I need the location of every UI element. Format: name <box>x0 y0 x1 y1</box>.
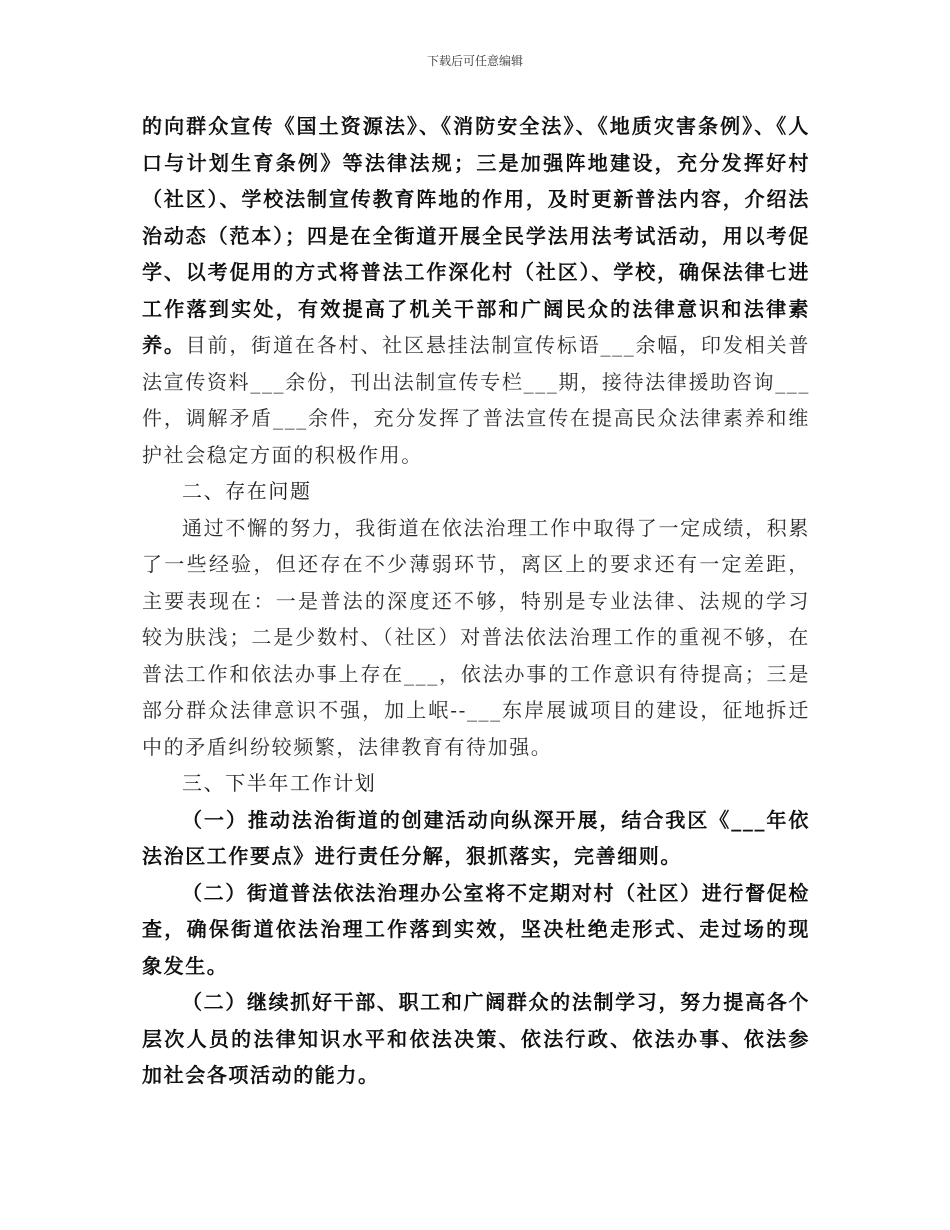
paragraph-normal-text: 目前，街道在各村、社区悬挂法制宣传标语___余幅，印发相关普法宣传资料___余份，刊出法制宣传专栏___期，接待法律援助咨询___件，调解矛盾___余件，充分发挥了普法宣传在提高民众法律素养和维护社会稳定方面的积极作用。 <box>142 333 810 467</box>
plan-item-1: （一）推动法治街道的创建活动向纵深开展，结合我区《___年依法治区工作要点》进行责任分解，狠抓落实，完善细则。 <box>142 807 810 868</box>
section-heading-plan: 三、下半年工作计划 <box>182 771 377 795</box>
section-heading-problems: 二、存在问题 <box>182 479 312 503</box>
section-body-problems: 通过不懈的努力，我街道在依法治理工作中取得了一定成绩，积累了一些经验，但还存在不少薄弱环节，离区上的要求还有一定差距，主要表现在：一是普法的深度还不够，特别是专业法律、法规的学习较为肤浅；二是少数村、（社区）对普法依法治理工作的重视不够，在普法工作和依法办事上存在___，依法办事的工作意识有待提高；三是部分群众法律意识不强，加上岷--___东岸展诚项目的建设，征地拆迁中的矛盾纠纷较频繁，法律教育有待加强。 <box>142 515 810 759</box>
page-header: 下载后可任意编辑 <box>426 54 523 68</box>
plan-item-2: （二）街道普法依法治理办公室将不定期对村（社区）进行督促检查，确保街道依法治理工作落到实效，坚决杜绝走形式、走过场的现象发生。 <box>142 880 810 978</box>
document-body <box>142 108 810 1094</box>
paragraph-bold-text: 的向群众宣传《国土资源法》、《消防安全法》、《地质灾害条例》、《人口与计划生育条例》等法律法规；三是加强阵地建设，充分发挥好村（社区）、学校法制宣传教育阵地的作用，及时更新普法内容，介绍法治动态（范本）；四是在全街道开展全民学法用法考试活动，用以考促学、以考促用的方式将普法工作深化村（社区）、学校，确保法律七进工作落到实处，有效提高了机关干部和广阔民众的法律意识和法律素养。 <box>142 114 810 357</box>
plan-item-3: （二）继续抓好干部、职工和广阔群众的法制学习，努力提高各个层次人员的法律知识水平和依法决策、依法行政、依法办事、依法参加社会各项活动的能力。 <box>142 990 810 1087</box>
paragraph-continuation <box>142 108 810 473</box>
